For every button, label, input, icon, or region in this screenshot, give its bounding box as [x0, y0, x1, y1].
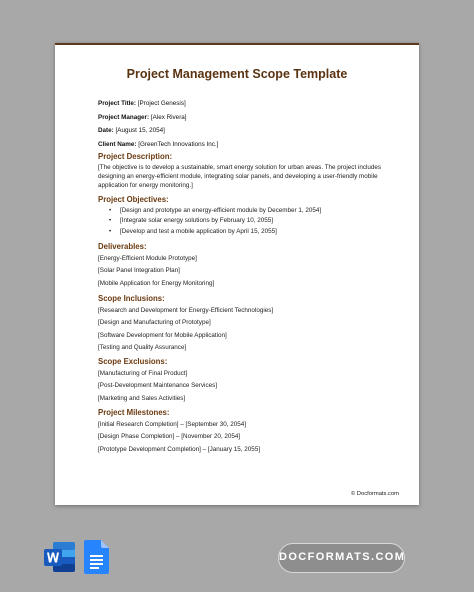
list-item: [Mobile Application for Energy Monitoring] [98, 279, 215, 287]
list-item: [Solar Panel Integration Plan] [98, 267, 180, 275]
field-client-name: Client Name: [GreenTech Innovations Inc.] [98, 140, 219, 148]
bullet-icon: • [109, 227, 112, 235]
section-heading-exclusions: Scope Exclusions: [98, 357, 168, 367]
document-content [98, 97, 399, 456]
list-item: • [Design and prototype an energy-efficient module by December 1, 2054] [98, 206, 399, 217]
google-docs-icon[interactable] [84, 540, 109, 574]
bullet-icon: • [109, 217, 112, 225]
copyright-footer: © Docformats.com [350, 491, 399, 497]
list-item: • [Develop and test a mobile application by April 15, 2055] [98, 227, 399, 238]
list-item: [Design Phase Completion] – [November 20, 2054] [98, 433, 241, 441]
field-project-manager: Project Manager: [Alex Rivera] [98, 113, 187, 121]
section-heading-deliverables: Deliverables: [98, 242, 147, 252]
list-item: [Design and Manufacturing of Prototype] [98, 319, 211, 327]
bullet-icon: • [109, 206, 112, 214]
list-item: [Manufacturing of Final Product] [98, 370, 188, 378]
list-item: [Testing and Quality Assurance] [98, 343, 187, 351]
section-heading-inclusions: Scope Inclusions: [98, 294, 165, 303]
section-heading-description: Project Description: [98, 152, 173, 161]
list-item: [Initial Research Completion] – [September 30, 2054] [98, 421, 247, 429]
description-text: [The objective is to develop a sustainable, smart energy solution for urban areas. The project includes designing an energy-efficient module, integrating solar panels, and developing a user-friendly mobile application for energy monitoring.] [98, 164, 382, 190]
list-item: [Software Development for Mobile Application] [98, 331, 227, 339]
list-item: [Prototype Development Completion] – [January 15, 2055] [98, 445, 261, 453]
format-icons [44, 540, 124, 576]
list-item: [Marketing and Sales Activities] [98, 394, 186, 402]
microsoft-word-icon[interactable] [44, 540, 76, 574]
section-heading-objectives: Project Objectives: [98, 194, 169, 204]
objectives-list [98, 206, 399, 238]
list-item: [Research and Development for Energy-Efficient Technologies] [98, 307, 274, 314]
section-heading-milestones: Project Milestones: [98, 408, 170, 418]
document-page [55, 43, 419, 505]
list-item: [Energy-Efficient Module Prototype] [98, 255, 197, 263]
list-item: [Post-Development Maintenance Services] [98, 382, 217, 390]
field-date: Date: [August 15, 2054] [98, 127, 165, 134]
list-item: • [Integrate solar energy solutions by February 10, 2055] [98, 216, 399, 227]
field-project-title: Project Title: [Project Genesis] [98, 100, 186, 107]
document-title: Project Management Scope Template [126, 67, 348, 81]
docformats-brand-button[interactable]: DOCFORMATS.COM [278, 543, 405, 573]
